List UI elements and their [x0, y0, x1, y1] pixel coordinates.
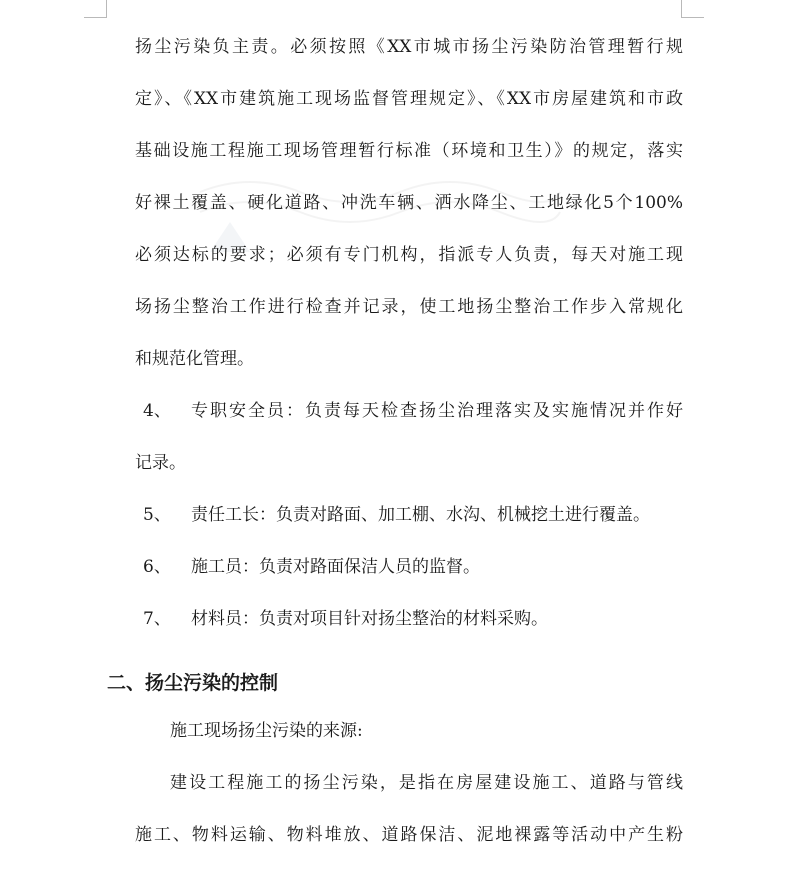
list-item-text: 材料员：负责对项目针对扬尘整治的材料采购。 — [191, 609, 548, 629]
paragraph-line: 施工、物料运输、物料堆放、道路保洁、泥地裸露等活动中产生粉 — [135, 825, 683, 845]
list-item-text: 专职安全员：负责每天检查扬尘治理落实及实施情况并作好 — [191, 401, 683, 421]
paragraph-line: 和规范化管理。 — [135, 349, 254, 369]
page-corner-mark-left — [84, 0, 107, 18]
paragraph-line: 场扬尘整治工作进行检查并记录，使工地扬尘整治工作步入常规化 — [135, 297, 683, 317]
paragraph-line: 必须达标的要求；必须有专门机构，指派专人负责，每天对施工现 — [135, 245, 683, 265]
paragraph-line: 扬尘污染负主责。必须按照《XX市城市扬尘污染防治管理暂行规 — [135, 37, 683, 57]
paragraph-line: 好裸土覆盖、硬化道路、冲洗车辆、洒水降尘、工地绿化5个100% — [135, 193, 683, 213]
paragraph-line: 基础设施工程施工现场管理暂行标准（环境和卫生）》的规定，落实 — [135, 141, 683, 161]
paragraph-line: 建设工程施工的扬尘污染，是指在房屋建设施工、道路与管线 — [170, 773, 683, 793]
paragraph-line: 施工现场扬尘污染的来源: — [170, 721, 363, 741]
list-item-number: 5、 — [143, 505, 171, 525]
list-item-text: 责任工长：负责对路面、加工棚、水沟、机械挖土进行覆盖。 — [191, 505, 650, 525]
section-heading: 二、扬尘污染的控制 — [107, 672, 279, 694]
page-corner-mark-right — [681, 0, 704, 18]
list-item-number: 4、 — [143, 401, 171, 421]
list-item-number: 6、 — [143, 557, 171, 577]
list-item-text: 施工员：负责对路面保洁人员的监督。 — [191, 557, 480, 577]
paragraph-line: 定》、《XX市建筑施工现场监督管理规定》、《XX市房屋建筑和市政 — [135, 89, 683, 109]
list-item-text: 记录。 — [135, 453, 186, 473]
list-item-number: 7、 — [143, 609, 171, 629]
